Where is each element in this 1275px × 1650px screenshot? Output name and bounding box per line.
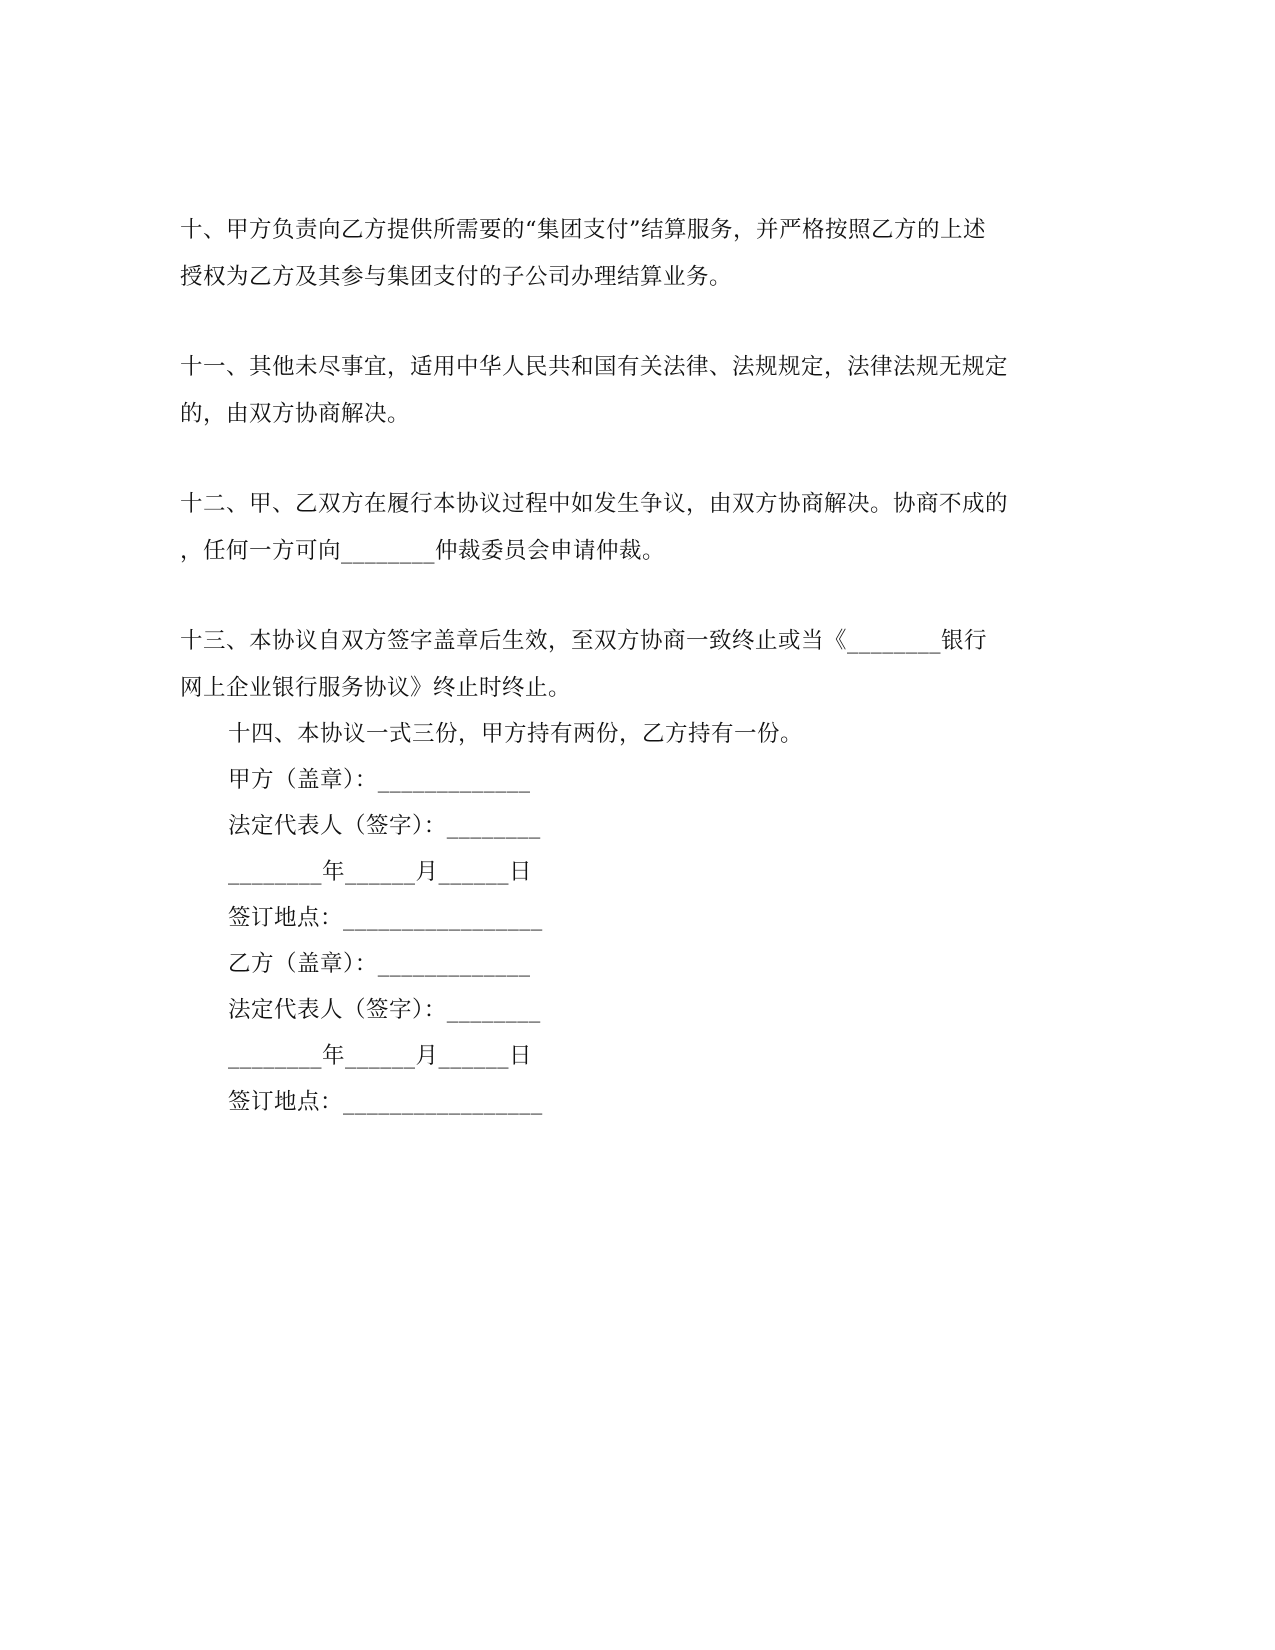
- party-b-place-line: 签订地点：_________________: [228, 1089, 543, 1115]
- party-a-seal-line: 甲方（盖章）：_____________: [228, 767, 531, 793]
- clause-12-line-2: ，任何一方可向________仲裁委员会申请仲裁。: [180, 538, 666, 564]
- party-a-place-line: 签订地点：_________________: [228, 905, 543, 931]
- clause-13-line-1: 十三、本协议自双方签字盖章后生效，至双方协商一致终止或当《________银行: [180, 628, 988, 654]
- party-a-representative-line: 法定代表人（签字）：________: [228, 813, 541, 839]
- clause-11-line-1: 十一、其他未尽事宜，适用中华人民共和国有关法律、法规规定，法律法规无规定: [180, 354, 1009, 380]
- clause-11-line-2: 的，由双方协商解决。: [180, 401, 411, 427]
- clause-13-line-2: 网上企业银行服务协议》终止时终止。: [180, 675, 572, 701]
- party-a-date-line: ________年______月______日: [228, 859, 533, 885]
- clause-14-copies: 十四、本协议一式三份，甲方持有两份，乙方持有一份。: [228, 721, 804, 747]
- party-b-representative-line: 法定代表人（签字）：________: [228, 997, 541, 1023]
- clause-10-line-2: 授权为乙方及其参与集团支付的子公司办理结算业务。: [180, 264, 733, 290]
- clause-10-line-1: 十、甲方负责向乙方提供所需要的“集团支付”结算服务，并严格按照乙方的上述: [180, 217, 987, 243]
- party-b-seal-line: 乙方（盖章）：_____________: [228, 951, 531, 977]
- party-b-date-line: ________年______月______日: [228, 1043, 533, 1069]
- clause-12-line-1: 十二、甲、乙双方在履行本协议过程中如发生争议，由双方协商解决。协商不成的: [180, 491, 1009, 517]
